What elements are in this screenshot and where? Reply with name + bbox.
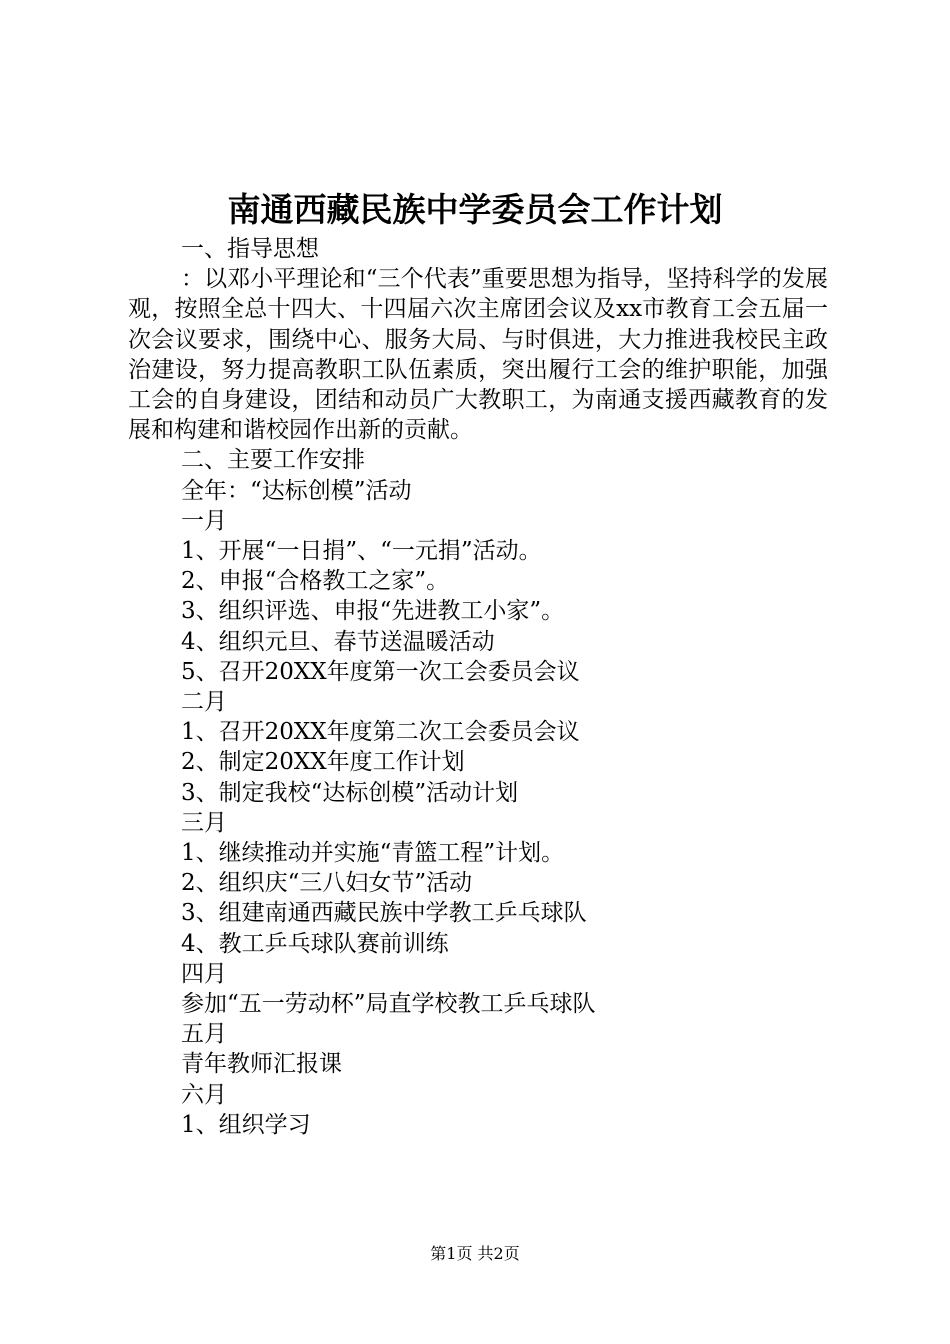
month-heading-jun: 六月 [181, 1081, 227, 1108]
list-item: 1、开展“一日捐”、“一元捐”活动。 [181, 538, 542, 565]
section-heading-guiding: 一、指导思想 [181, 236, 319, 262]
document-body [128, 234, 828, 1140]
list-item: 2、制定20XX年度工作计划 [181, 749, 465, 776]
list-item: 4、教工乒乓球队赛前训练 [181, 930, 449, 957]
list-item: 3、组建南通西藏民族中学教工乒乓球队 [181, 900, 587, 927]
list-item: 参加“五一劳动杯”局直学校教工乒乓球队 [181, 991, 596, 1018]
list-item: 1、继续推动并实施“青篮工程”计划。 [181, 840, 565, 867]
month-heading-may: 五月 [181, 1021, 227, 1048]
month-heading-feb: 二月 [181, 689, 227, 716]
list-item: 青年教师汇报课 [181, 1051, 342, 1078]
month-heading-apr: 四月 [181, 960, 227, 987]
guiding-paragraph: ：以邓小平理论和“三个代表”重要思想为指导，坚持科学的发展观，按照全总十四大、十四届六次主席团会议及xx市教育工会五届一次会议要求，围绕中心、服务大局、与时俱进，大力推进我校民主政治建设，努力提高教职工队伍素质，突出履行工会的维护职能，加强工会的自身建设，团结和动员广大教职工，为南通支援西藏教育的发展和构建和谐校园作出新的贡献。 [128, 266, 828, 444]
document-title: 南通西藏民族中学委员会工作计划 [227, 190, 723, 229]
list-item: 1、召开20XX年度第二次工会委员会议 [181, 719, 580, 746]
list-item: 1、组织学习 [181, 1111, 311, 1138]
list-item: 2、申报“合格教工之家”。 [181, 568, 450, 595]
month-heading-mar: 三月 [181, 809, 227, 836]
list-item: 3、组织评选、申报“先进教工小家”。 [181, 598, 565, 625]
section-heading-work: 二、主要工作安排 [181, 447, 365, 474]
list-item: 3、制定我校“达标创模”活动计划 [181, 779, 519, 806]
month-heading-jan: 一月 [181, 507, 227, 534]
list-item: 2、组织庆“三八妇女节”活动 [181, 870, 473, 897]
full-year-activity: 全年：“达标创模”活动 [181, 477, 412, 504]
list-item: 5、召开20XX年度第一次工会委员会议 [181, 658, 580, 685]
page-footer: 第1页 共2页 [430, 1244, 520, 1263]
list-item: 4、组织元旦、春节送温暖活动 [181, 628, 495, 655]
